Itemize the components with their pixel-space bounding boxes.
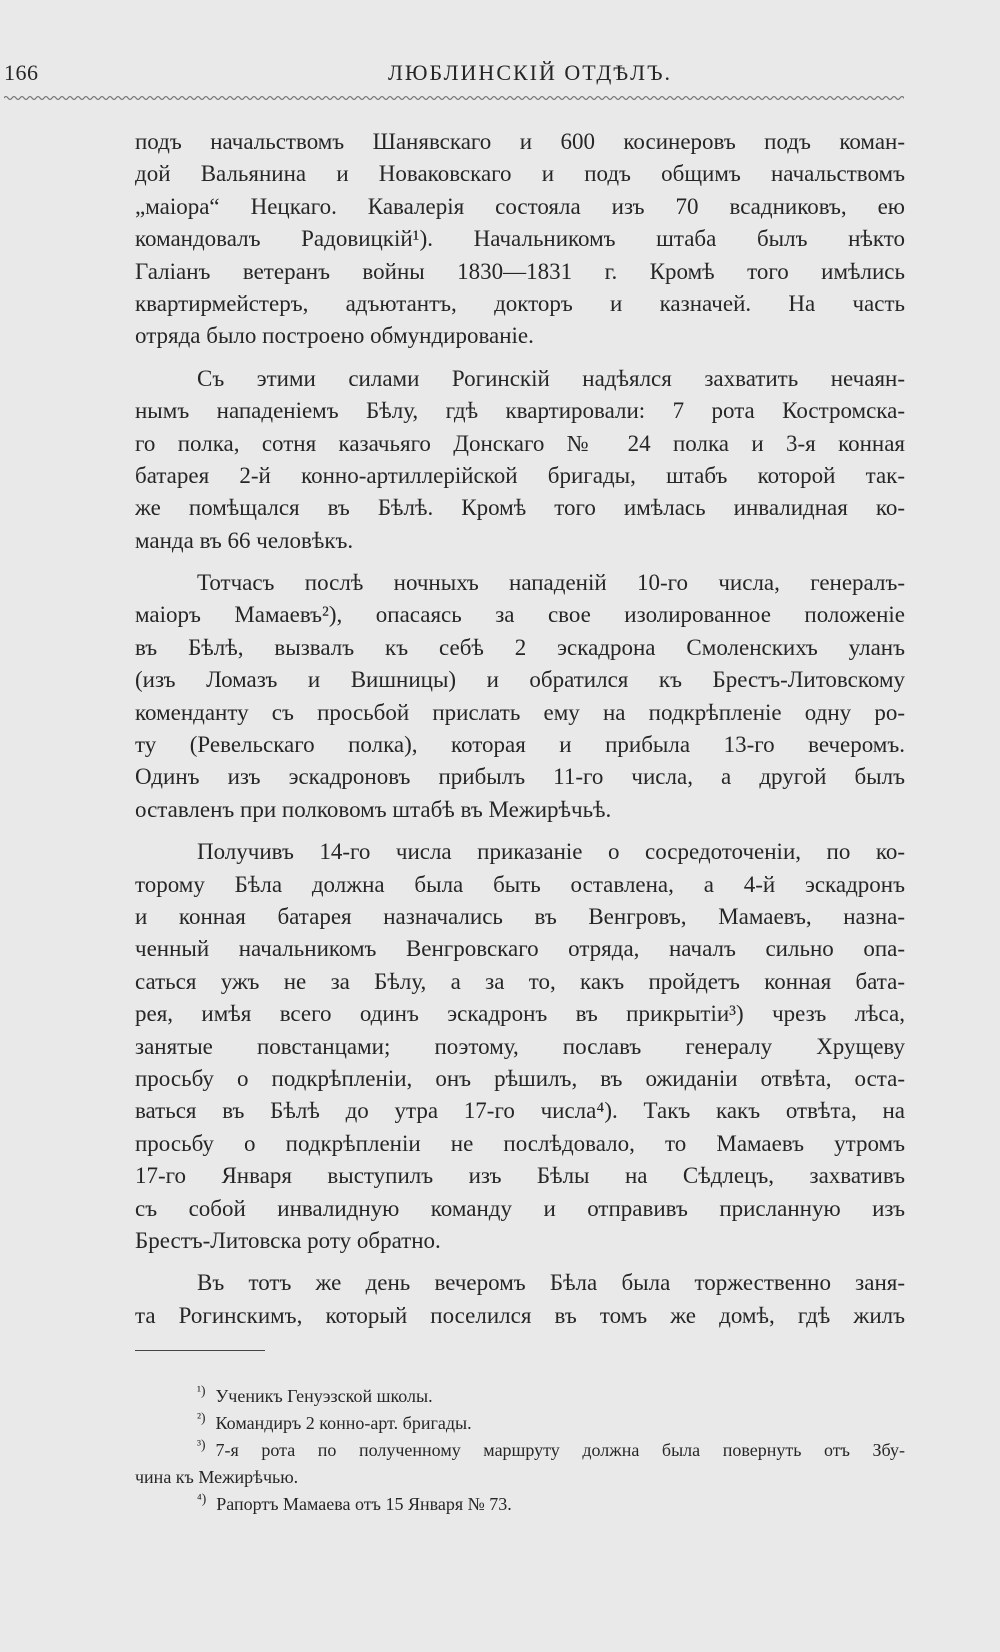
text-line: саться ужъ не за Бѣлу, а за то, какъ пройдетъ конная бата-	[135, 968, 905, 994]
text-line: 17-го Января выступилъ изъ Бѣлы на Сѣдлецъ, захвативъ	[135, 1163, 905, 1189]
text-line: Брестъ-Литовска роту обратно.	[135, 1227, 441, 1253]
text-line: Съ этими силами Рогинскій надѣялся захватить нечаян-	[197, 365, 905, 391]
text-line: ту (Ревельскаго полка), которая и прибыла 13-го вечеромъ.	[135, 732, 905, 758]
text-line: Одинъ изъ эскадроновъ прибылъ 11-го числа, а другой былъ	[135, 764, 905, 790]
text-line: просьбу о подкрѣпленіи не послѣдовало, то Мамаевъ утромъ	[135, 1130, 905, 1156]
page-header	[0, 58, 1000, 98]
footnote-marker: ²)	[197, 1410, 206, 1425]
text-line: „маіора“ Нецкаго. Кавалерія состояла изъ 70 всадниковъ, ею	[135, 193, 905, 219]
text-line: Галіанъ ветеранъ войны 1830—1831 г. Кромѣ того имѣлись	[135, 258, 905, 284]
footnote-2	[135, 1410, 905, 1437]
text-line: торому Бѣла должна была быть оставлена, а 4-й эскадронъ	[135, 871, 905, 897]
paragraph-5	[135, 1267, 905, 1332]
text-line: (изъ Ломазъ и Вишницы) и обратился къ Брестъ-Литовскому	[135, 667, 905, 693]
paragraph-3	[135, 567, 905, 826]
paragraph-1	[135, 126, 905, 353]
text-line: ченный начальникомъ Венгровскаго отряда, началъ сильно опа-	[135, 936, 905, 962]
footnote-marker: ³)	[197, 1437, 206, 1452]
footnote-text: чина къ Межирѣчью.	[135, 1467, 299, 1487]
text-line: манда въ 66 человѣкъ.	[135, 527, 354, 553]
footnote-marker: ¹)	[197, 1383, 206, 1398]
text-line: просьбу о подкрѣпленіи, онъ рѣшилъ, въ ожиданіи отвѣта, оста-	[135, 1065, 905, 1091]
text-line: и конная батарея назначались въ Венгровъ, Мамаевъ, назна-	[135, 903, 905, 929]
text-line: Получивъ 14-го числа приказаніе о сосредоточеніи, по ко-	[197, 839, 905, 865]
text-line: ваться въ Бѣлѣ до утра 17-го числа⁴). Такъ какъ отвѣта, на	[135, 1098, 905, 1124]
footnote-marker: ⁴)	[197, 1491, 207, 1506]
running-title: ЛЮБЛИНСКІЙ ОТДѢЛЪ.	[388, 60, 673, 85]
footnote-3	[135, 1437, 905, 1491]
text-line: Въ тотъ же день вечеромъ Бѣла была торжественно заня-	[197, 1270, 905, 1296]
footnote-1	[135, 1383, 905, 1410]
paragraph-4	[135, 836, 905, 1257]
page-number: 166	[4, 60, 39, 85]
text-line: квартирмейстеръ, адъютантъ, докторъ и казначей. На часть	[135, 290, 905, 316]
text-line: отряда было построено обмундированіе.	[135, 323, 534, 349]
text-line: го полка, сотня казачьяго Донскаго № 24 полка и 3-я конная	[135, 430, 905, 456]
footnote-text: 7-я рота по полученному маршруту должна была повернуть отъ Збу-	[215, 1440, 905, 1460]
text-line: нымъ нападеніемъ Бѣлу, гдѣ квартировали: 7 рота Костромска-	[135, 398, 905, 424]
paragraph-2	[135, 363, 905, 557]
text-line: та Рогинскимъ, который поселился въ томъ же домѣ, гдѣ жилъ	[135, 1302, 905, 1328]
main-text	[135, 126, 905, 1332]
footnote-text: Ученикъ Генуэзской школы.	[215, 1386, 433, 1406]
footnote-text: Командиръ 2 конно-арт. бригады.	[215, 1413, 472, 1433]
text-line: рея, имѣя всего одинъ эскадронъ въ прикрытіи³) чрезъ лѣса,	[135, 1001, 905, 1027]
text-line: въ Бѣлѣ, вызвалъ къ себѣ 2 эскадрона Смоленскихъ уланъ	[135, 634, 905, 660]
text-line: занятые повстанцами; поэтому, пославъ генералу Хрущеву	[135, 1033, 905, 1059]
text-line: Тотчасъ послѣ ночныхъ нападеній 10-го числа, генералъ-	[197, 570, 905, 596]
text-line: маіоръ Мамаевъ²), опасаясь за свое изолированное положеніе	[135, 602, 905, 628]
wavy-rule-ornament	[4, 94, 904, 102]
text-line: подъ начальствомъ Шанявскаго и 600 косинеровъ подъ коман-	[135, 129, 905, 154]
footnote-separator	[135, 1350, 265, 1351]
text-line: командовалъ Радовицкій¹). Начальникомъ штаба былъ нѣкто	[135, 226, 905, 252]
text-line: дой Вальянина и Новаковскаго и подъ общимъ начальствомъ	[135, 161, 905, 187]
text-line: коменданту съ просьбой прислать ему на подкрѣпленіе одну ро-	[135, 699, 905, 725]
footnote-4	[135, 1491, 905, 1518]
footnote-text: Рапортъ Мамаева отъ 15 Января № 73.	[216, 1494, 512, 1514]
text-line: батарея 2-й конно-артиллерійской бригады, штабъ которой так-	[135, 462, 905, 488]
footnotes	[135, 1383, 905, 1518]
text-line: же помѣщался въ Бѣлѣ. Кромѣ того имѣлась инвалидная ко-	[135, 495, 905, 521]
text-line: оставленъ при полковомъ штабѣ въ Межирѣчьѣ.	[135, 796, 612, 822]
text-line: съ собой инвалидную команду и отправивъ присланную изъ	[135, 1195, 905, 1221]
